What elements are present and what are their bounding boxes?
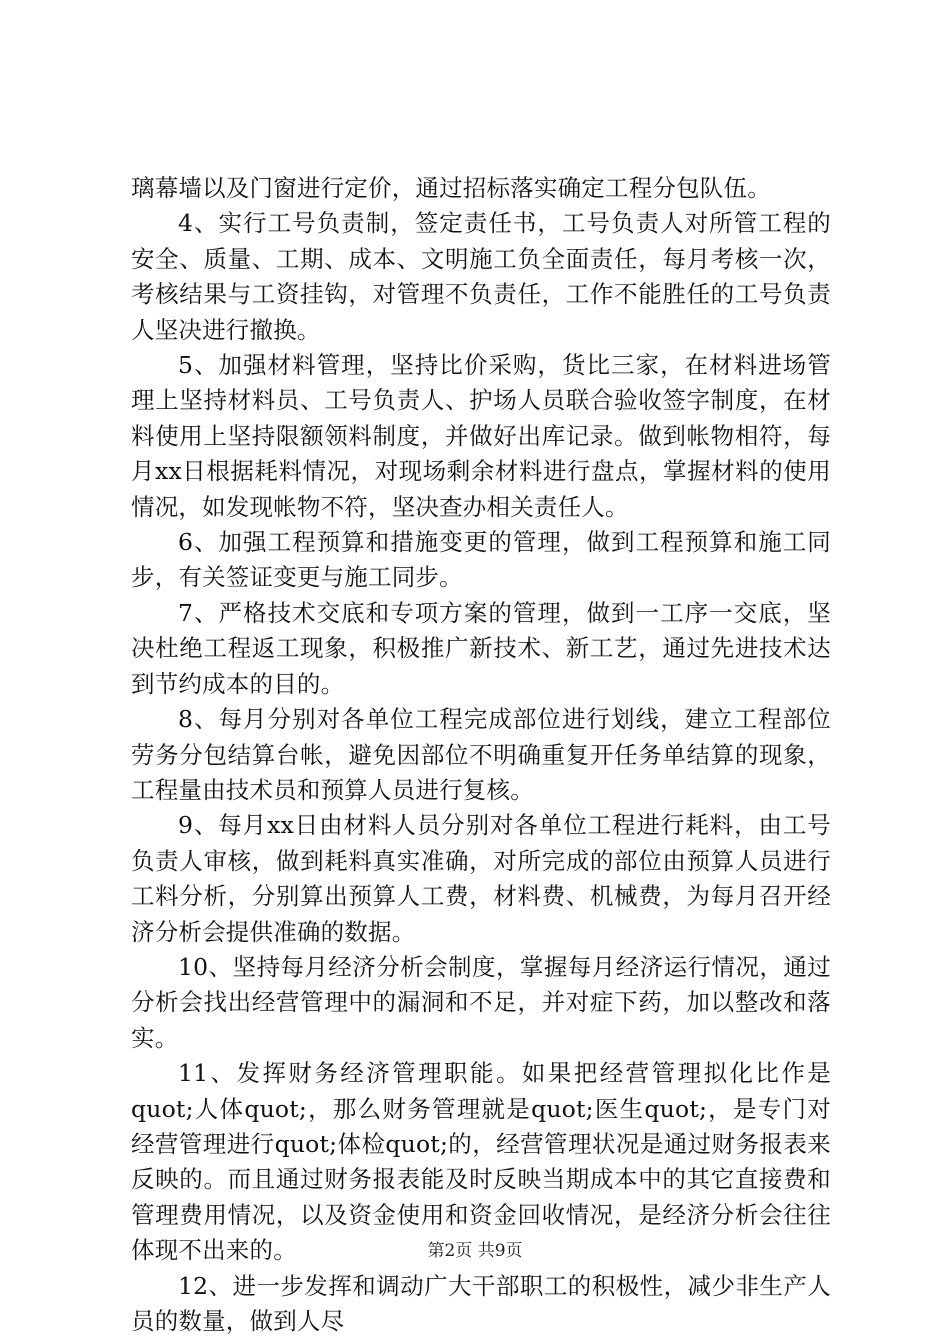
paragraph: 6、加强工程预算和措施变更的管理，做到工程预算和施工同步，有关签证变更与施工同步。 — [131, 528, 831, 592]
paragraph: 12、进一步发挥和调动广大干部职工的积极性，减少非生产人员的数量，做到人尽 — [131, 1271, 831, 1335]
paragraph: 10、坚持每月经济分析会制度，掌握每月经济运行情况，通过分析会找出经营管理中的漏洞和不足，并对症下药，加以整改和落实。 — [131, 952, 831, 1052]
paragraph: 5、加强材料管理，坚持比价采购，货比三家，在材料进场管理上坚持材料员、工号负责人、护场人员联合验收签字制度，在材料使用上坚持限额领料制度，并做好出库记录。做到帐物相符，每月xx日根据耗料情况，对现场剩余材料进行盘点，掌握材料的使用情况，如发现帐物不符，坚决查办相关责任人。 — [131, 351, 831, 521]
paragraph: 11、发挥财务经济管理职能。如果把经营管理拟化比作是quot;人体quot;，那么财务管理就是quot;医生quot;，是专门对经营管理进行quot;体检quot;的，经营管理状况是通过财务报表来反映的。而且通过财务报表能及时反映当期成本中的其它直接费和管理费用情况，以及资金使用和资金回收情况，是经济分析会往往体现不出来的。 — [131, 1059, 831, 1265]
page-number-footer: 第2页 共9页 — [427, 1241, 523, 1261]
paragraph: 4、实行工号负责制，签定责任书，工号负责人对所管工程的安全、质量、工期、成本、文明施工负全面责任，每月考核一次，考核结果与工资挂钩，对管理不负责任，工作不能胜任的工号负责人坚决进行撤换。 — [131, 209, 831, 344]
paragraph: 8、每月分别对各单位工程完成部位进行划线，建立工程部位劳务分包结算台帐，避免因部位不明确重复开任务单结算的现象，工程量由技术员和预算人员进行复核。 — [131, 705, 831, 804]
paragraph: 璃幕墙以及门窗进行定价，通过招标落实确定工程分包队伍。 — [131, 174, 771, 202]
paragraph: 7、严格技术交底和专项方案的管理，做到一工序一交底，坚决杜绝工程返工现象，积极推广新技术、新工艺，通过先进技术达到节约成本的目的。 — [131, 598, 831, 698]
paragraph: 9、每月xx日由材料人员分别对各单位工程进行耗料，由工号负责人审核，做到耗料真实准确，对所完成的部位由预算人员进行工料分析，分别算出预算人工费，材料费、机械费，为每月召开经济分析会提供准确的数据。 — [131, 811, 831, 946]
document-body — [131, 171, 831, 1339]
